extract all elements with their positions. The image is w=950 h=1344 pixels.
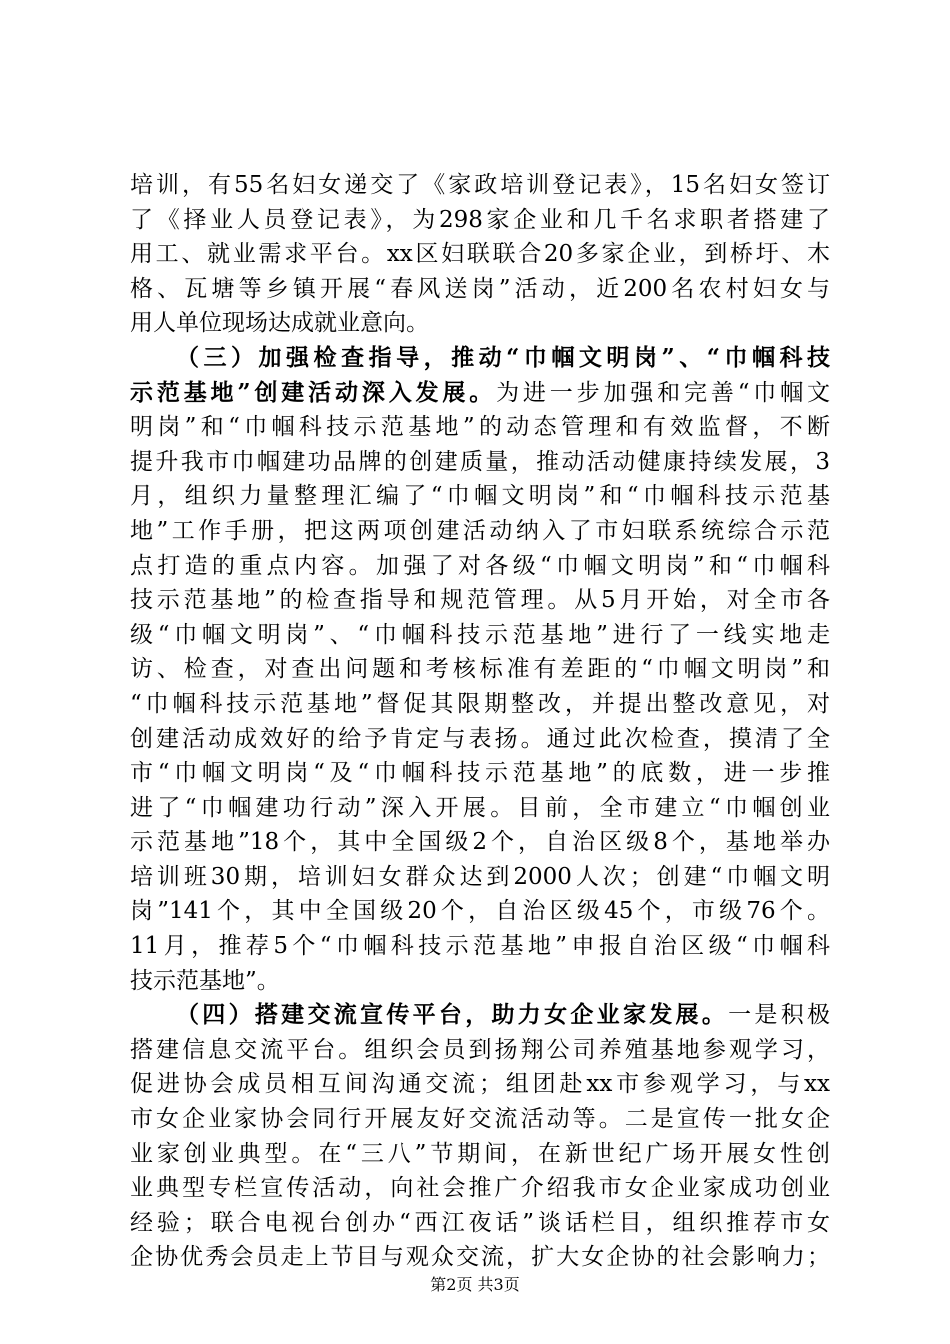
body-text-run: 地”工作手册，把这两项创建活动纳入了市妇联系统综合示范 — [130, 517, 830, 544]
body-text-run: 培训班30期，培训妇女群众达到2000人次；创建“巾帼文明 — [130, 863, 830, 890]
body-text-run: 访、检查，对查出问题和考核标准有差距的“巾帼文明岗”和 — [130, 656, 830, 683]
body-text-run: 市“巾帼文明岗“及“巾帼科技示范基地”的底数，进一步推 — [130, 760, 830, 787]
body-text-run: 搭建信息交流平台。组织会员到扬翔公司养殖基地参观学习， — [130, 1036, 830, 1063]
body-text-run: 技示范基地”。 — [130, 967, 280, 994]
text-line — [130, 272, 830, 307]
text-line — [130, 203, 830, 238]
text-line — [130, 168, 830, 203]
text-line — [130, 825, 830, 860]
body-text-run: 11月，推荐5个“巾帼科技示范基地”申报自治区级“巾帼科 — [130, 933, 830, 960]
body-text-run: 经验；联合电视台创办“西江夜话”谈话栏目，组织推荐市女 — [130, 1209, 830, 1236]
body-text-run: 业家创业典型。在“三八”节期间，在新世纪广场开展女性创 — [130, 1140, 830, 1167]
body-text-run: 业典型专栏宣传活动，向社会推广介绍我市女企业家成功创业 — [130, 1175, 830, 1202]
body-text-run: 级“巾帼文明岗”、“巾帼科技示范基地”进行了一线实地走 — [130, 621, 830, 648]
body-text-run: 用工、就业需求平台。xx区妇联联合20多家企业，到桥圩、木 — [130, 241, 830, 268]
body-text-run: 促进协会成员相互间沟通交流；组团赴xx市参观学习，与xx — [130, 1071, 830, 1098]
text-line — [130, 514, 830, 549]
body-text-run: 用人单位现场达成就业意向。 — [130, 310, 429, 337]
text-line — [130, 341, 830, 376]
body-text-run: 进了“巾帼建功行动”深入开展。目前，全市建立“巾帼创业 — [130, 794, 830, 821]
text-line — [130, 549, 830, 584]
document-body — [130, 168, 830, 1275]
body-text-run: 点打造的重点内容。加强了对各级“巾帼文明岗”和“巾帼科 — [130, 552, 830, 579]
body-text-run: 创建活动成效好的给予肯定与表扬。通过此次检查，摸清了全 — [130, 725, 830, 752]
text-line — [130, 756, 830, 791]
body-text-run: 市女企业家协会同行开展友好交流活动等。二是宣传一批女企 — [130, 1106, 830, 1133]
text-line — [130, 1067, 830, 1102]
text-line — [130, 1137, 830, 1172]
section-heading: （三）加强检查指导，推动“巾帼文明岗”、“巾帼科技 — [176, 343, 830, 371]
text-line — [130, 652, 830, 687]
text-line — [130, 1033, 830, 1068]
text-line — [130, 1171, 830, 1206]
body-text-run: 岗”141个，其中全国级20个，自治区级45个，市级76个。 — [130, 898, 830, 925]
body-text-run: 了《择业人员登记表》，为298家企业和几千名求职者搭建了 — [130, 206, 830, 233]
text-line — [130, 860, 830, 895]
text-line — [130, 445, 830, 480]
body-text-run: 一是积极 — [728, 1002, 830, 1029]
text-line — [130, 998, 830, 1033]
text-line — [130, 410, 830, 445]
body-text-run: 提升我市巾帼建功品牌的创建质量，推动活动健康持续发展，3 — [130, 448, 830, 475]
text-line — [130, 306, 830, 341]
body-text-run: 格、瓦塘等乡镇开展“春风送岗”活动，近200名农村妇女与 — [130, 275, 830, 302]
body-text-run: 明岗”和“巾帼科技示范基地”的动态管理和有效监督，不断 — [130, 414, 830, 441]
text-line — [130, 929, 830, 964]
text-line — [130, 479, 830, 514]
body-text-run: 为进一步加强和完善“巾帼文 — [496, 379, 830, 406]
section-heading: 示范基地”创建活动深入发展。 — [130, 378, 497, 406]
text-line — [130, 894, 830, 929]
body-text-run: 企协优秀会员走上节目与观众交流，扩大女企协的社会影响力； — [130, 1244, 830, 1271]
text-line — [130, 583, 830, 618]
text-line — [130, 1102, 830, 1137]
body-text-run: 培训，有55名妇女递交了《家政培训登记表》，15名妇女签订 — [130, 172, 830, 198]
page-footer: 第2页 共3页 — [430, 1275, 520, 1294]
body-text-run: 技示范基地”的检查指导和规范管理。从5月开始，对全市各 — [130, 587, 830, 614]
section-heading: （四）搭建交流宣传平台，助力女企业家发展。 — [176, 1001, 729, 1029]
body-text-run: 示范基地”18个，其中全国级2个，自治区级8个，基地举办 — [130, 829, 830, 856]
text-line — [130, 376, 830, 411]
body-text-run: “巾帼科技示范基地”督促其限期整改，并提出整改意见，对 — [130, 690, 830, 717]
text-line — [130, 237, 830, 272]
text-line — [130, 791, 830, 826]
text-line — [130, 687, 830, 722]
text-line — [130, 1206, 830, 1241]
text-line — [130, 722, 830, 757]
body-text-run: 月，组织力量整理汇编了“巾帼文明岗”和“巾帼科技示范基 — [130, 483, 830, 510]
text-line — [130, 1240, 830, 1275]
text-line — [130, 964, 830, 999]
text-line — [130, 618, 830, 653]
